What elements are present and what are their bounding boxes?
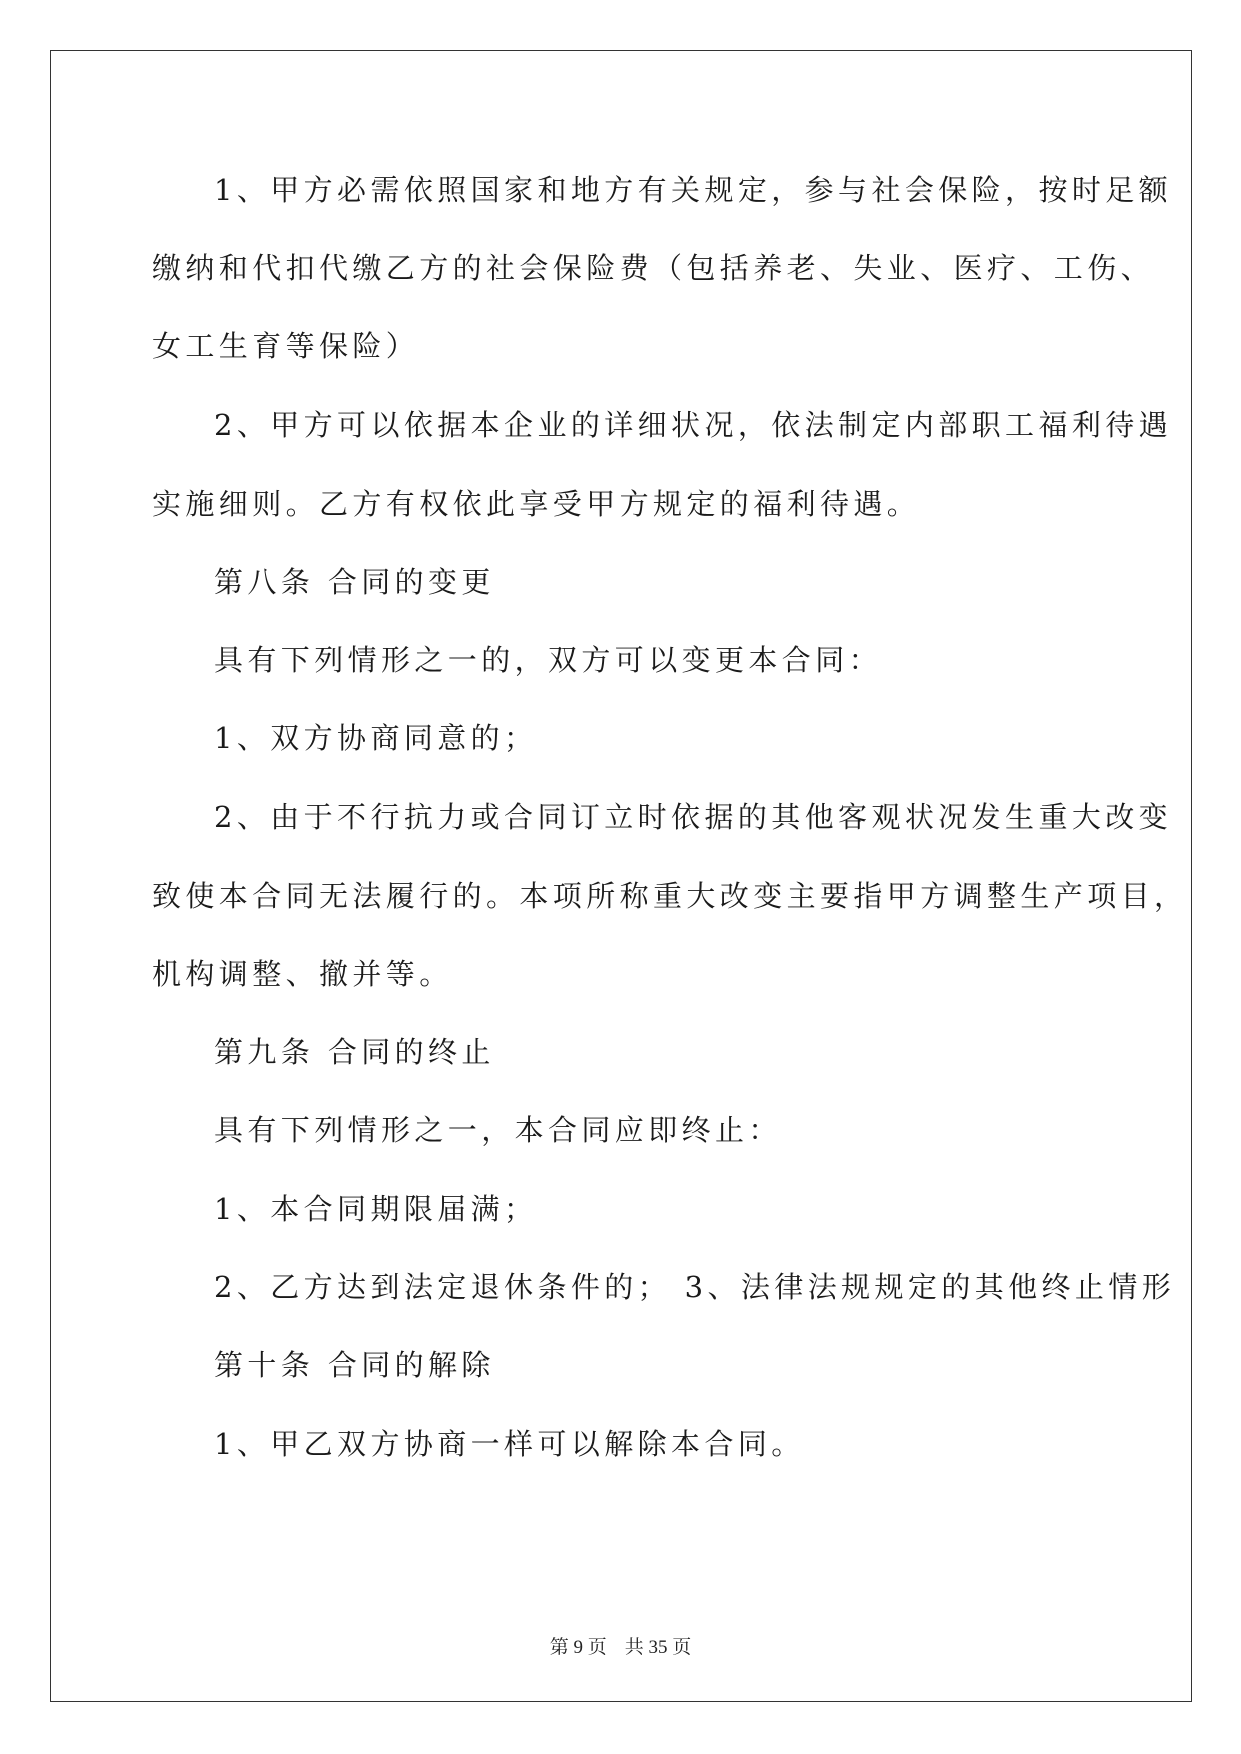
section-heading: 第八条 合同的变更 bbox=[214, 565, 495, 599]
list-item: 1、双方协商同意的； bbox=[214, 721, 538, 755]
list-item: 1、甲乙双方协商一样可以解除本合同。 bbox=[214, 1427, 805, 1461]
paragraph-line: 2、甲方可以依据本企业的详细状况，依法制定内部职工福利待遇 bbox=[214, 408, 1173, 442]
paragraph-line: 1、甲方必需依照国家和地方有关规定，参与社会保险，按时足额 bbox=[214, 173, 1173, 207]
paragraph-line: 女工生育等保险） bbox=[152, 329, 420, 363]
paragraph-line: 缴纳和代扣代缴乙方的社会保险费（包括养老、失业、医疗、工伤、 bbox=[152, 251, 1155, 285]
list-item: 2、由于不行抗力或合同订立时依据的其他客观状况发生重大改变 bbox=[214, 800, 1173, 834]
list-item: 2、乙方达到法定退休条件的； 3、法律法规规定的其他终止情形 bbox=[214, 1270, 1176, 1304]
paragraph-line: 实施细则。乙方有权依此享受甲方规定的福利待遇。 bbox=[152, 487, 921, 521]
page-footer bbox=[0, 1632, 1241, 1659]
section-heading: 第九条 合同的终止 bbox=[214, 1035, 495, 1069]
paragraph-line: 机构调整、撤并等。 bbox=[152, 957, 453, 991]
page-number: 第 9 页 bbox=[549, 1637, 607, 1658]
list-item: 1、本合同期限届满； bbox=[214, 1192, 538, 1226]
paragraph-line: 具有下列情形之一的，双方可以变更本合同： bbox=[214, 643, 883, 677]
paragraph-line: 具有下列情形之一，本合同应即终止： bbox=[214, 1113, 782, 1147]
section-heading: 第十条 合同的解除 bbox=[214, 1348, 495, 1382]
paragraph-line: 致使本合同无法履行的。本项所称重大改变主要指甲方调整生产项目， bbox=[152, 879, 1188, 913]
page-total: 共 35 页 bbox=[624, 1637, 692, 1658]
